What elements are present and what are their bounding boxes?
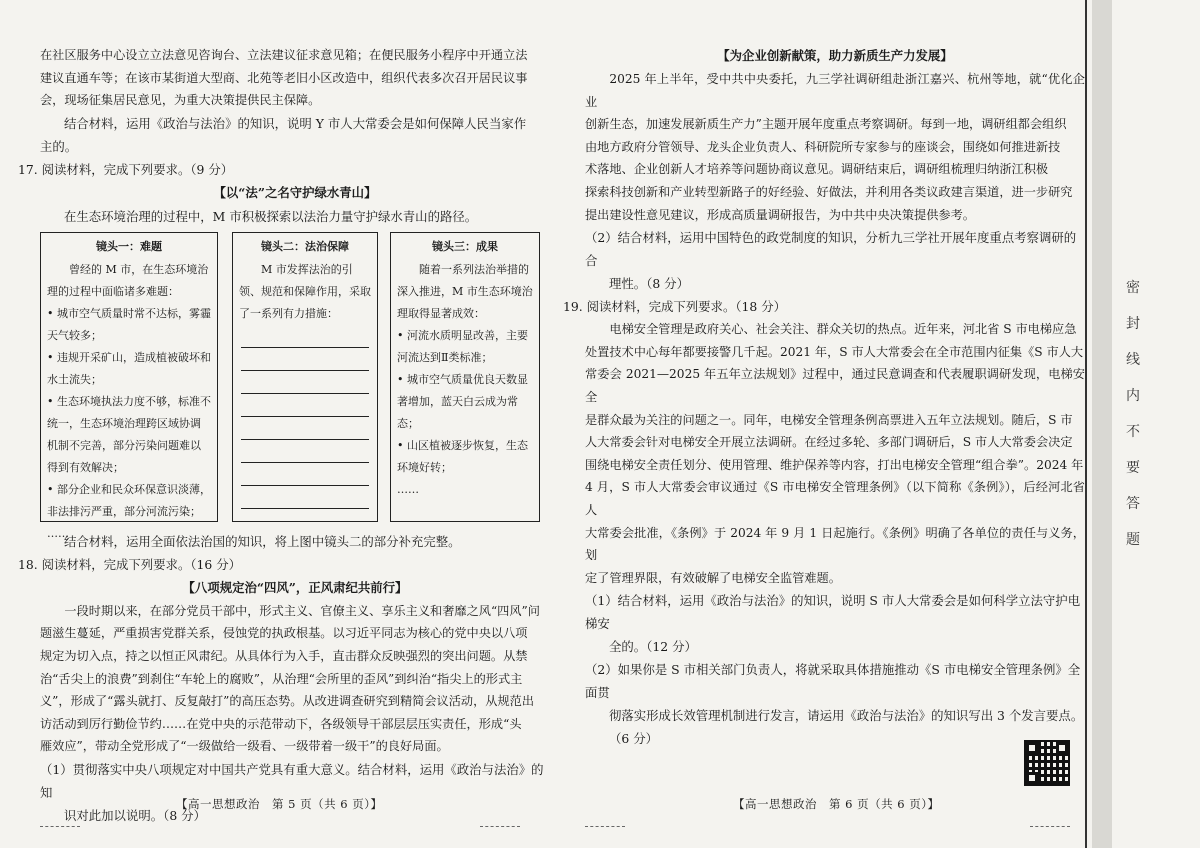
q19-line: 电梯安全管理是政府关心、社会关注、群众关切的热点。近年来，河北省 S 市电梯应急 (609, 322, 1077, 337)
intro-line: 在社区服务中心设立立法意见咨询台、立法建议征求意见箱；在便民服务小程序中开通立法 (40, 48, 528, 62)
q18-material-line: 提出建设性意见建议，形成高质量调研报告，为中共中央决策提供参考。 (585, 207, 975, 222)
q19-line: 定了管理界限，有效破解了电梯安全监管难题。 (585, 570, 841, 585)
seal-char: 密 (1126, 280, 1140, 296)
panel-bullet: • 山区植被逐步恢复，生态环境好转； (397, 438, 528, 474)
panel-title: 镜头二：法治保障 (261, 239, 349, 253)
intro-question-cont: 主的。 (40, 138, 78, 154)
q19-line: 是群众最为关注的问题之一。同年，电梯安全管理条例高票进入五年立法规划。随后，S 市 (585, 412, 1073, 427)
q18-material-line: 探索科技创新和产业转型新路子的好经验、好做法，并利用各类议政建言渠道，进一步研究 (585, 184, 1073, 199)
panel-title: 镜头三：成果 (432, 239, 498, 253)
binding-line (1085, 0, 1087, 848)
panel-text: 曾经的 M 市，在生态环境治理的过程中面临诸多难题： (47, 262, 209, 298)
q18-line: 访活动到厉行勤俭节约……在党中央的示范带动下，各级领导干部层层压实责任，形成“头 (40, 716, 522, 731)
q18-line: 治“舌尖上的浪费”到刹住“车轮上的腐败”，从治理“会所里的歪风”到纠治“指尖上的形式主 (40, 671, 523, 686)
q19-title: 19. 阅读材料，完成下列要求。（18 分） (563, 299, 787, 315)
q19-line: 处置技术中心每年都要接警几千起。2021 年，S 市人大常委会在全市范围内征集《S 市人大 (585, 344, 1084, 359)
q17-panels (40, 232, 550, 540)
panel-scene-two (232, 232, 378, 522)
binding-strip (1092, 0, 1112, 848)
q19-line: 围绕电梯安全责任划分、使用管理、维护保养等内容，打出电梯安全管理“组合拳”。2024 年 (585, 457, 1084, 472)
panel-scene-one (40, 232, 218, 540)
intro-line: 建议直通车等；在该市某街道大型商、北苑等老旧小区改造中，组织代表多次召开居民议事 (40, 70, 528, 85)
panel-bullet: • 城市空气质量时常不达标，雾霾天气较多； (47, 306, 211, 342)
q18-material-line: 由地方政府分管领导、龙头企业负责人、科研院所专家参与的座谈会，围绕如何推进新技 (585, 139, 1061, 154)
answer-blank-line[interactable] (241, 486, 369, 509)
answer-blank-line[interactable] (241, 325, 369, 348)
intro-line: 会，现场征集居民意见，为重大决策提供民主保障。 (40, 93, 321, 108)
q19-line: 4 月，S 市人大常委会审议通过《S 市电梯安全管理条例》（以下简称《条例》），后经河北省人 (585, 480, 1085, 517)
q18-line: 雁效应”，带动全党形成了“一级做给一级看、一级带着一级干”的良好局面。 (40, 739, 449, 754)
answer-blank-line[interactable] (241, 440, 369, 463)
q19-sub2-cont: 彻落实形成长效管理机制进行发言，请运用《政治与法治》的知识写出 3 个发言要点。 (609, 708, 1084, 724)
q17-lead: 在生态环境治理的过程中，M 市积极探索以法治力量守护绿水青山的路径。 (64, 208, 478, 224)
panel-ellipsis: …… (397, 482, 419, 496)
right-page (565, 0, 1085, 848)
q19-sub1: （1）结合材料，运用《政治与法治》的知识，说明 S 市人大常委会是如何科学立法守护电梯安 (585, 593, 1081, 632)
panel-scene-three (390, 232, 540, 522)
q18-sub2-cont: 理性。（8 分） (609, 276, 689, 292)
panel-bullet: • 河流水质明显改善，主要河流达到Ⅱ类标准； (397, 328, 528, 364)
panel-bullet: • 违规开采矿山，造成植被破坏和水土流失； (47, 350, 211, 386)
panel-text: M 市发挥法治的引领、规范和保障作用，采取了一系列有力措施： (239, 262, 371, 320)
qr-code-icon (1024, 740, 1070, 786)
answer-blank-line[interactable] (241, 348, 369, 371)
footer-page-6: 【高一思想政治 第 6 页（共 6 页）】 (733, 797, 940, 811)
q18-material-line: 创新生态，加速发展新质生产力”主题开展年度重点考察调研。每到一地，调研组都会组织 (585, 117, 1067, 132)
qr-finder (1056, 742, 1068, 754)
q18-sub1: （1）贯彻落实中央八项规定对中国共产党具有重大意义。结合材料，运用《政治与法治》的知 (40, 761, 544, 800)
seal-char: 题 (1126, 532, 1140, 548)
q18-material-line: 2025 年上半年，受中共中央委托，九三学社调研组赴浙江嘉兴、杭州等地，就“优化企业 (585, 72, 1085, 109)
seal-char: 答 (1126, 496, 1140, 512)
q19-sub2: （2）如果你是 S 市相关部门负责人，将就采取具体措施推动《S 市电梯安全管理条例》全面贯 (585, 662, 1081, 701)
panel-title: 镜头一：难题 (96, 239, 162, 253)
q18-sub2: （2）结合材料，运用中国特色的政党制度的知识，分析九三学社开展年度重点考察调研的合 (585, 230, 1077, 269)
answer-blank-line[interactable] (241, 417, 369, 440)
q18-line: 义”，形成了“露头就打、反复敲打”的高压态势。从改进调查研究到精简会议活动，从规范出 (40, 694, 535, 709)
seal-char: 不 (1126, 424, 1140, 440)
q18-material-heading: 【为企业创新献策，助力新质生产力发展】 (717, 48, 953, 63)
q18-line: 一段时期以来，在部分党员干部中，形式主义、官僚主义、享乐主义和奢靡之风“四风”问 (64, 603, 540, 618)
q19-sub1-cont: 全的。（12 分） (609, 639, 697, 655)
dash-mark (1030, 826, 1070, 828)
dash-mark (480, 826, 520, 828)
q19-sub2-cont: （6 分） (609, 731, 658, 747)
seal-char: 内 (1126, 388, 1140, 404)
seal-char: 线 (1126, 352, 1140, 368)
answer-blank-line[interactable] (241, 371, 369, 394)
answer-blank-line[interactable] (241, 394, 369, 417)
seal-char: 要 (1126, 460, 1140, 476)
q18-line: 规定为切入点，持之以恒正风肃纪。从具体行为入手，直击群众反映强烈的突出问题。从禁 (40, 648, 528, 663)
qr-finder (1026, 772, 1038, 784)
answer-blank-line[interactable] (241, 463, 369, 486)
q18-heading: 【八项规定治“四风”，正风肃纪共前行】 (182, 579, 408, 595)
footer-page-5: 【高一思想政治 第 5 页（共 6 页）】 (176, 797, 383, 811)
q18-sub1-cont: 识对此加以说明。（8 分） (64, 807, 206, 823)
seal-line-text (1122, 270, 1144, 558)
q18-line: 题滋生蔓延，严重损害党群关系，侵蚀党的执政根基。以习近平同志为核心的党中央以八项 (40, 626, 528, 641)
q19-line: 人大常委会针对电梯安全开展立法调研。在经过多轮、多部门调研后，S 市人大常委会决定 (585, 435, 1073, 450)
panel-text: 随着一系列法治举措的深入推进，M 市生态环境治理取得显著成效： (397, 262, 533, 320)
dash-mark (40, 826, 80, 828)
panel-bullet: • 生态环境执法力度不够，标准不统一，生态环境治理跨区域协调机制不完善，部分污染问题难以得到有效解决； (47, 394, 211, 474)
panel-ellipsis: …… (47, 526, 69, 540)
q17-heading: 【以“法”之名守护绿水青山】 (213, 184, 377, 200)
q19-line: 常委会 2021—2025 年五年立法规划》过程中，通过民意调查和代表履职调研发现，电梯安全 (585, 367, 1085, 404)
q17-title: 17. 阅读材料，完成下列要求。（9 分） (18, 161, 234, 177)
dash-mark (585, 826, 625, 828)
intro-question: 结合材料，运用《政治与法治》的知识，说明 Y 市人大常委会是如何保障人民当家作 (64, 115, 527, 131)
q18-title: 18. 阅读材料，完成下列要求。（16 分） (18, 556, 242, 572)
q19-line: 大常委会批准，《条例》于 2024 年 9 月 1 日起施行。《条例》明确了各单位的责任与义务，划 (585, 525, 1085, 563)
panel-bullet: • 部分企业和民众环保意识淡薄，非法排污严重，部分河流污染； (47, 482, 211, 518)
q17-question: 结合材料，运用全面依法治国的知识，将上图中镜头二的部分补充完整。 (64, 533, 461, 549)
left-page (0, 0, 550, 848)
panel-bullet: • 城市空气质量优良天数显著增加，蓝天白云成为常态； (397, 372, 528, 430)
qr-finder (1026, 742, 1038, 754)
seal-char: 封 (1126, 316, 1140, 332)
q18-material-line: 术落地、企业创新人才培养等问题协商议意见。调研结束后，调研组梳理归纳浙江积极 (585, 162, 1049, 177)
